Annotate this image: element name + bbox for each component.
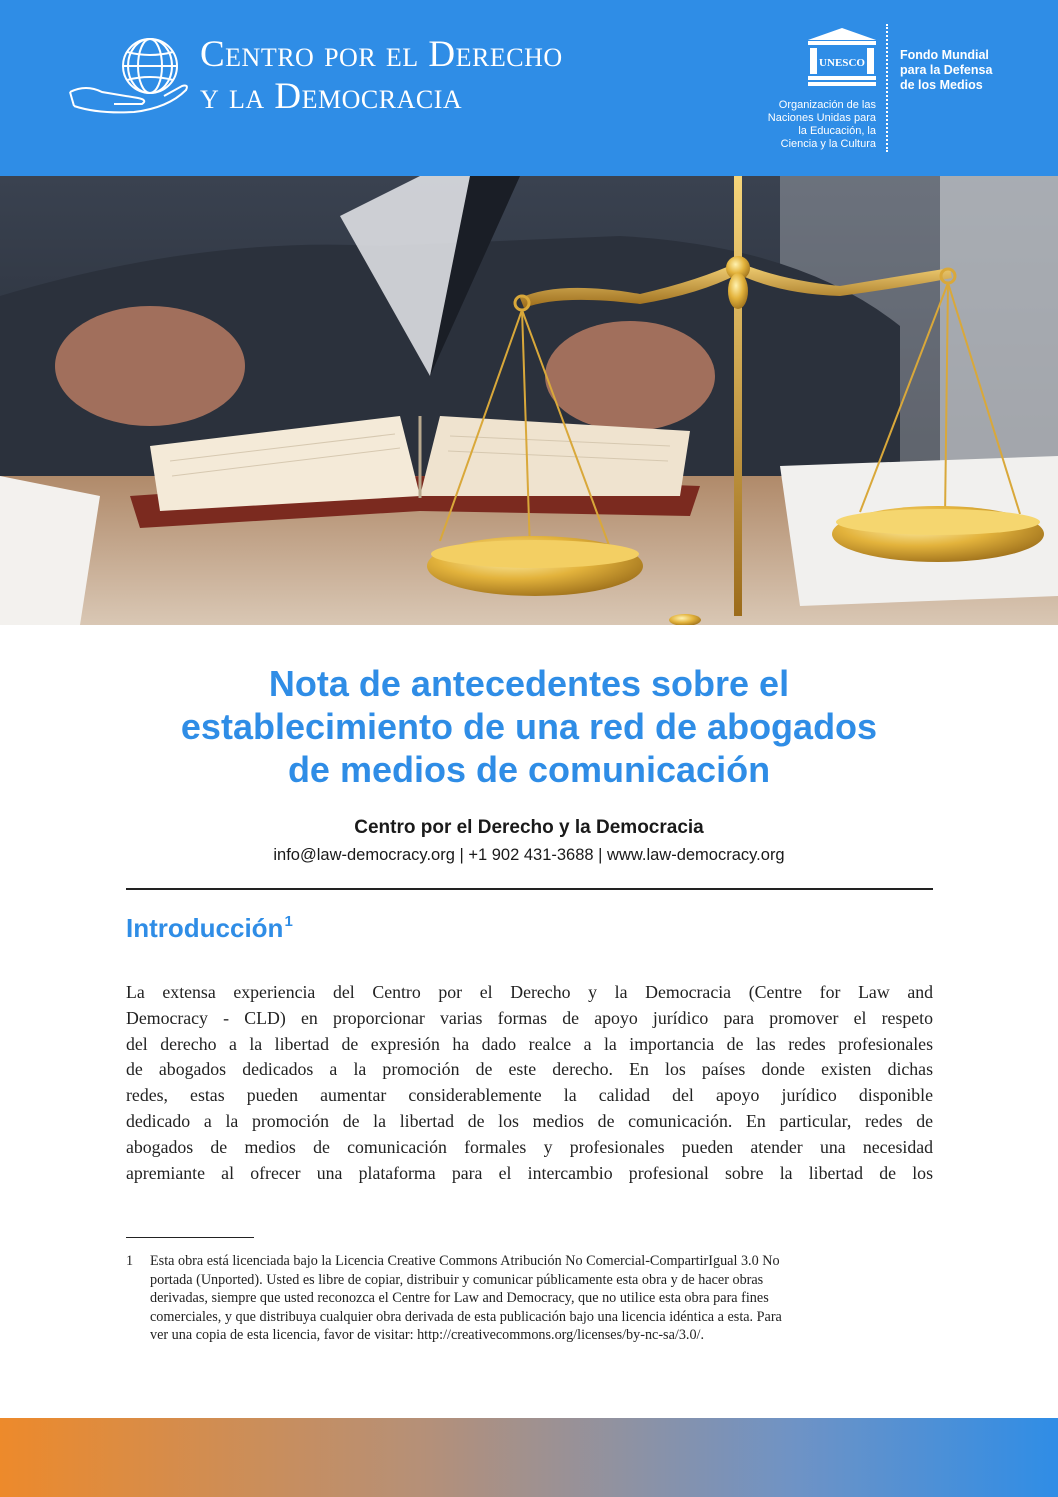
globe-hand-logo-icon (68, 34, 193, 114)
footnote-line: ver una copia de esta licencia, favor de visitar: http://creativecommons.org/licenses/by-nc-sa/3.0/. (150, 1327, 705, 1344)
header-banner (0, 0, 1058, 176)
org-name (200, 34, 563, 118)
unesco-temple-icon (808, 28, 876, 86)
body-line: La extensa experiencia del Centro por el Derecho y la Democracia (Centre for Law and (126, 982, 933, 1002)
author-name: Centro por el Derecho y la Democracia (354, 817, 704, 838)
hero-photo (0, 176, 1058, 625)
body-line: apremiante al ofrecer una plataforma para el intercambio profesional sobre la libertad de los (126, 1162, 933, 1183)
title-rule (126, 888, 933, 890)
footer-gradient-band (0, 1418, 1058, 1497)
org-name-line2: y la Democracia (200, 76, 463, 117)
fund-name-line: Fondo Mundial (900, 48, 989, 62)
unesco-wordmark: UNESCO (819, 57, 866, 69)
unesco-desc-line: Ciencia y la Cultura (780, 138, 876, 150)
footnote-line: Esta obra está licenciada bajo la Licencia Creative Commons Atribución No Comercial-CompartirIgual 3.0 No (150, 1253, 780, 1269)
body-line: dedicado a la promoción de la libertad de los medios de comunicación. En particular, redes de (126, 1110, 933, 1131)
footnote-rule (126, 1237, 254, 1238)
footnote-line: comerciales, y que distribuya cualquier obra derivada de esta publicación bajo una licencia idéntica a esta. Para (150, 1308, 782, 1325)
unesco-description (716, 99, 876, 151)
footnote-number: 1 (126, 1253, 134, 1269)
fund-name-line: de los Medios (900, 78, 983, 92)
footnote-line: derivadas, siempre que usted reconozca el Centre for Law and Democracy, que no utilice esta obra para fines (150, 1290, 769, 1307)
org-name-line1: Centro por el Derecho (200, 34, 563, 75)
body-paragraph (126, 980, 933, 1186)
document-title (60, 662, 998, 791)
footnote-line: portada (Unported). Usted es libre de copiar, distribuir y comunicar públicamente esta obra y de hacer obras (150, 1271, 764, 1288)
section-heading (126, 913, 293, 944)
body-line: abogados de medios de comunicación formales y profesionales pueden atender una necesidad (126, 1136, 933, 1157)
title-line: de medios de comunicación (287, 749, 771, 790)
body-line: Democracy - CLD) en proporcionar varias formas de apoyo jurídico para promover el respeto (126, 1007, 933, 1028)
fund-name (900, 48, 1050, 93)
unesco-desc-line: la Educación, la (798, 125, 876, 137)
title-line: establecimiento de una red de abogados (180, 706, 878, 747)
title-line: Nota de antecedentes sobre el (268, 663, 790, 704)
footnote-text (150, 1252, 933, 1345)
fund-name-line: para la Defensa (900, 63, 993, 77)
contact-line: info@law-democracy.org | +1 902 431-3688 | www.law-democracy.org (273, 846, 785, 864)
body-line: redes, estas pueden aumentar considerablemente la calidad del apoyo jurídico disponible (126, 1085, 933, 1106)
footnote-ref: 1 (284, 913, 293, 930)
dotted-divider (886, 24, 888, 152)
section-heading-text: Introducción (126, 913, 284, 943)
unesco-desc-line: Organización de las (778, 99, 876, 111)
unesco-desc-line: Naciones Unidas para (767, 112, 876, 124)
hero-illustration (0, 176, 1058, 625)
body-line: del derecho a la libertad de expresión ha dado realce a la importancia de las redes profesionales (126, 1033, 933, 1054)
body-line: de abogados dedicados a la promoción de este derecho. En los países donde existen dichas (126, 1059, 933, 1080)
